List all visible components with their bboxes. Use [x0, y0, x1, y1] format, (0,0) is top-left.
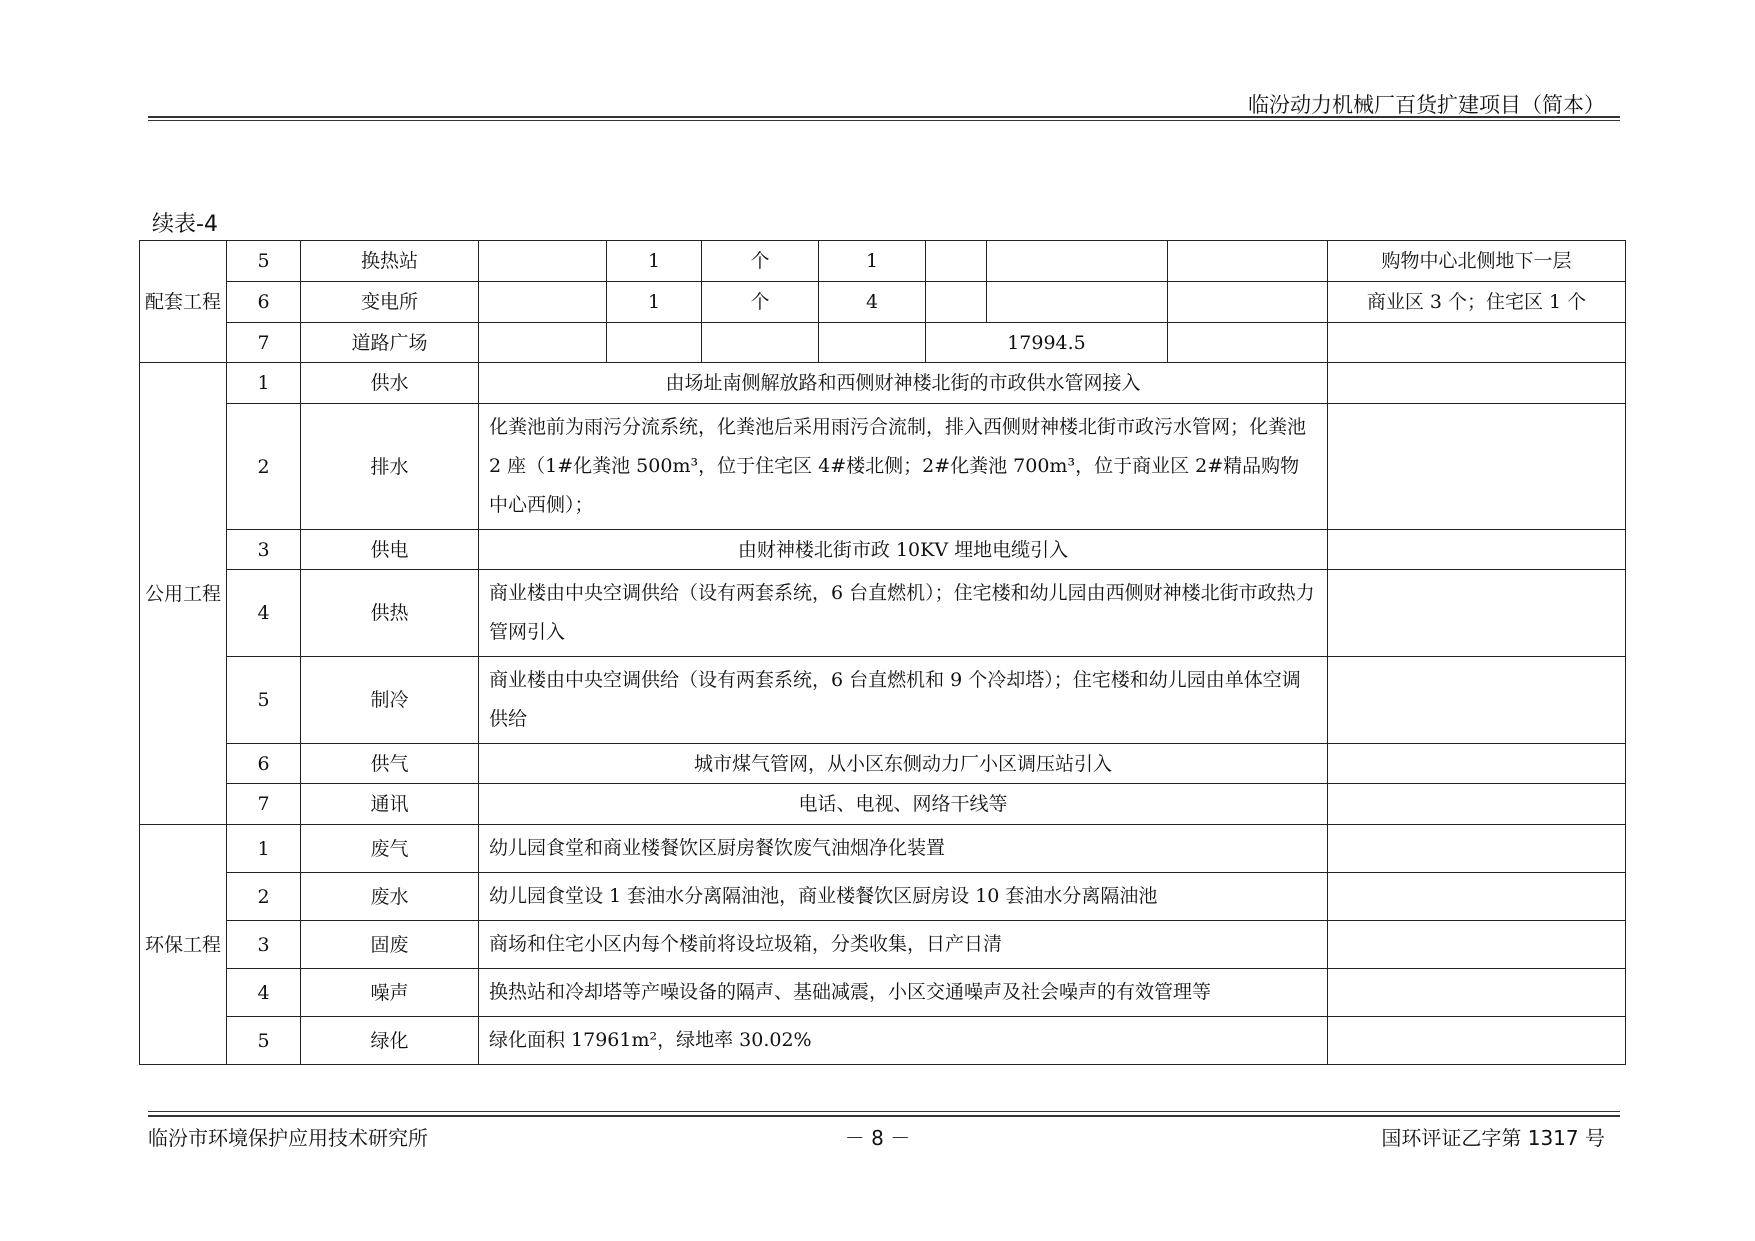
row-description: 城市煤气管网，从小区东侧动力厂小区调压站引入 — [479, 744, 1328, 784]
row-description: 化粪池前为雨污分流系统，化粪池后采用雨污合流制，排入西侧财神楼北街市政污水管网；化粪池 2 座（1#化粪池 500m³，位于住宅区 4#楼北侧；2#化粪池 700m³，位于商业区 2#精品购物中心西侧）； — [479, 404, 1328, 530]
row-number: 6 — [227, 282, 301, 323]
row-number: 7 — [227, 784, 301, 825]
table-row — [140, 282, 1626, 323]
row-item: 道路广场 — [301, 323, 479, 363]
table-row — [140, 657, 1626, 744]
row-description: 绿化面积 17961m²，绿地率 30.02% — [479, 1017, 1328, 1065]
cell-value — [987, 241, 1168, 282]
table-row — [140, 363, 1626, 404]
row-item: 通讯 — [301, 784, 479, 825]
row-number: 4 — [227, 570, 301, 657]
row-item: 噪声 — [301, 969, 479, 1017]
row-item: 供热 — [301, 570, 479, 657]
table-row — [140, 323, 1626, 363]
footer-rule-thin — [148, 1111, 1620, 1112]
cell-unit: 个 — [702, 282, 819, 323]
row-item: 换热站 — [301, 241, 479, 282]
cell-value — [819, 323, 926, 363]
row-item: 固废 — [301, 921, 479, 969]
row-item: 供水 — [301, 363, 479, 404]
row-item: 废水 — [301, 873, 479, 921]
row-number: 5 — [227, 657, 301, 744]
row-number: 7 — [227, 323, 301, 363]
section-peitao: 配套工程 — [140, 241, 227, 363]
row-item: 制冷 — [301, 657, 479, 744]
table-row — [140, 530, 1626, 570]
certificate-number: 国环评证乙字第 1317 号 — [1381, 1126, 1605, 1150]
table-row — [140, 784, 1626, 825]
row-number: 3 — [227, 921, 301, 969]
row-description: 商业楼由中央空调供给（设有两套系统，6 台直燃机和 9 个冷却塔）；住宅楼和幼儿园由单体空调供给 — [479, 657, 1328, 744]
cell-value: 17994.5 — [926, 323, 1168, 363]
row-description: 幼儿园食堂设 1 套油水分离隔油池，商业楼餐饮区厨房设 10 套油水分离隔油池 — [479, 873, 1328, 921]
table-row — [140, 241, 1626, 282]
row-number: 6 — [227, 744, 301, 784]
row-number: 5 — [227, 1017, 301, 1065]
table-row — [140, 825, 1626, 873]
table-row — [140, 404, 1626, 530]
footer-rule — [148, 1115, 1620, 1117]
row-description: 商场和住宅小区内每个楼前将设垃圾箱，分类收集，日产日清 — [479, 921, 1328, 969]
row-description: 幼儿园食堂和商业楼餐饮区厨房餐饮废气油烟净化装置 — [479, 825, 1328, 873]
cell-value — [1168, 282, 1328, 323]
table-row — [140, 1017, 1626, 1065]
row-number: 2 — [227, 404, 301, 530]
cell-value — [607, 323, 702, 363]
table-row — [140, 570, 1626, 657]
row-number: 5 — [227, 241, 301, 282]
row-number: 2 — [227, 873, 301, 921]
table-row — [140, 921, 1626, 969]
cell-value: 1 — [819, 241, 926, 282]
row-item: 排水 — [301, 404, 479, 530]
row-description: 电话、电视、网络干线等 — [479, 784, 1328, 825]
cell-value: 1 — [607, 282, 702, 323]
section-gongyong: 公用工程 — [140, 363, 227, 825]
row-description: 由场址南侧解放路和西侧财神楼北街的市政供水管网接入 — [479, 363, 1328, 404]
row-description: 由财神楼北街市政 10KV 埋地电缆引入 — [479, 530, 1328, 570]
row-description: 商业楼由中央空调供给（设有两套系统，6 台直燃机）；住宅楼和幼儿园由西侧财神楼北街市政热力管网引入 — [479, 570, 1328, 657]
footer-institute: 临汾市环境保护应用技术研究所 — [148, 1126, 428, 1150]
engineering-table — [139, 240, 1626, 1065]
row-item: 供气 — [301, 744, 479, 784]
section-huanbao: 环保工程 — [140, 825, 227, 1065]
cell-value — [1168, 241, 1328, 282]
row-remark — [1328, 323, 1626, 363]
row-description: 换热站和冷却塔等产噪设备的隔声、基础减震，小区交通噪声及社会噪声的有效管理等 — [479, 969, 1328, 1017]
cell-value — [1168, 323, 1328, 363]
row-number: 3 — [227, 530, 301, 570]
row-number: 1 — [227, 825, 301, 873]
row-number: 1 — [227, 363, 301, 404]
table-row — [140, 873, 1626, 921]
row-remark: 购物中心北侧地下一层 — [1328, 241, 1626, 282]
cell-value: 1 — [607, 241, 702, 282]
row-item: 变电所 — [301, 282, 479, 323]
cell-value — [987, 282, 1168, 323]
page-number: － 8 － — [844, 1126, 911, 1150]
cell-value: 4 — [819, 282, 926, 323]
cell-unit — [702, 323, 819, 363]
row-item: 供电 — [301, 530, 479, 570]
row-item: 废气 — [301, 825, 479, 873]
row-remark: 商业区 3 个；住宅区 1 个 — [1328, 282, 1626, 323]
header-rule-thin — [148, 120, 1620, 121]
header-rule — [148, 116, 1620, 118]
row-item: 绿化 — [301, 1017, 479, 1065]
table-row — [140, 969, 1626, 1017]
row-number: 4 — [227, 969, 301, 1017]
header-title: 临汾动力机械厂百货扩建项目（简本） — [1248, 93, 1605, 117]
table-row — [140, 744, 1626, 784]
table-caption: 续表-4 — [152, 212, 218, 237]
cell-unit: 个 — [702, 241, 819, 282]
